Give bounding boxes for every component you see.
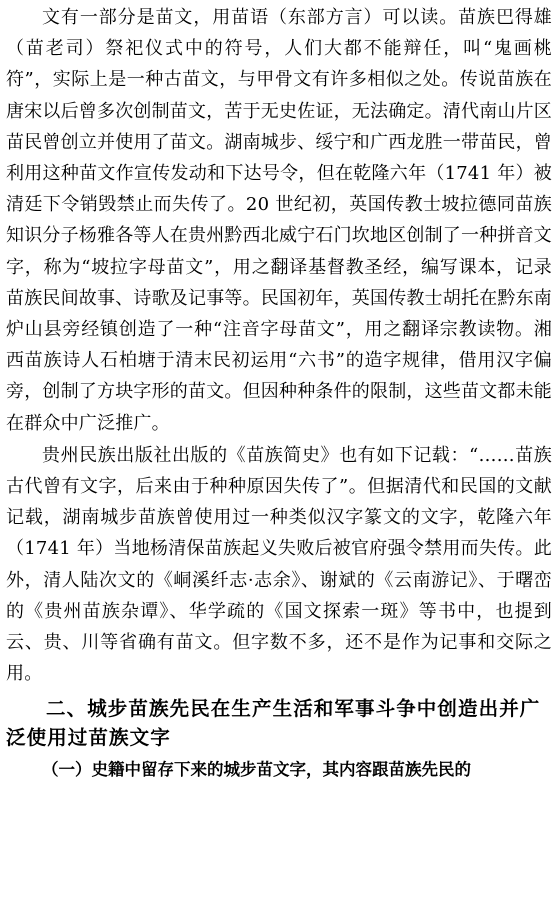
- body-paragraph-1: 文有一部分是苗文，用苗语（东部方言）可以读。苗族巴得雄（苗老司）祭祀仪式中的符号，人们大都不能辩任，叫“鬼画桃符”，实际上是一种古苗文，与甲骨文有许多相似之处。传说苗族在唐宋以后曾多次创制苗文，苦于无史佐证，无法确定。清代南山片区苗民曾创立并使用了苗文。湖南城步、绥宁和广西龙胜一带苗民，曾利用这种苗文作宣传发动和下达号令，但在乾隆六年（1741 年）被清廷下令销毁禁止而失传了。20 世纪初，英国传教士坡拉德同苗族知识分子杨雅各等人在贵州黔西北威宁石门坎地区创制了一种拼音文字，称为“坡拉字母苗文”，用之翻译基督教圣经，编写课本，记录苗族民间故事、诗歌及记事等。民国初年，英国传教士胡托在黔东南炉山县旁经镇创造了一种“注音字母苗文”，用之翻译宗教读物。湘西苗族诗人石柏塘于清末民初运用“六书”的造字规律，借用汉字偏旁，创制了方块字形的苗文。但因种种条件的限制，这些苗文都未能在群众中广泛推广。: [6, 7, 552, 434]
- document-page: [6, 2, 552, 785]
- sub-heading: （一）史籍中留存下来的城步苗文字，其内容跟苗族先民的: [42, 760, 471, 780]
- body-paragraph-2: 贵州民族出版社出版的《苗族简史》也有如下记载：“……苗族古代曾有文字，后来由于种种原因失传了”。但据清代和民国的文献记载，湖南城步苗族曾使用过一种类似汉字篆文的文字，乾隆六年（1741 年）当地杨清保苗族起义失败后被官府强令禁用而失传。此外，清人陆次文的《峒溪纤志·志余》、谢斌的《云南游记》、于曙峦的《贵州苗族杂谭》、华学疏的《国文探索一斑》等书中，也提到云、贵、川等省确有苗文。但字数不多，还不是作为记事和交际之用。: [6, 444, 552, 685]
- section-heading: 二、城步苗族先民在生产生活和军事斗争中创造出并广泛使用过苗族文字: [6, 697, 541, 750]
